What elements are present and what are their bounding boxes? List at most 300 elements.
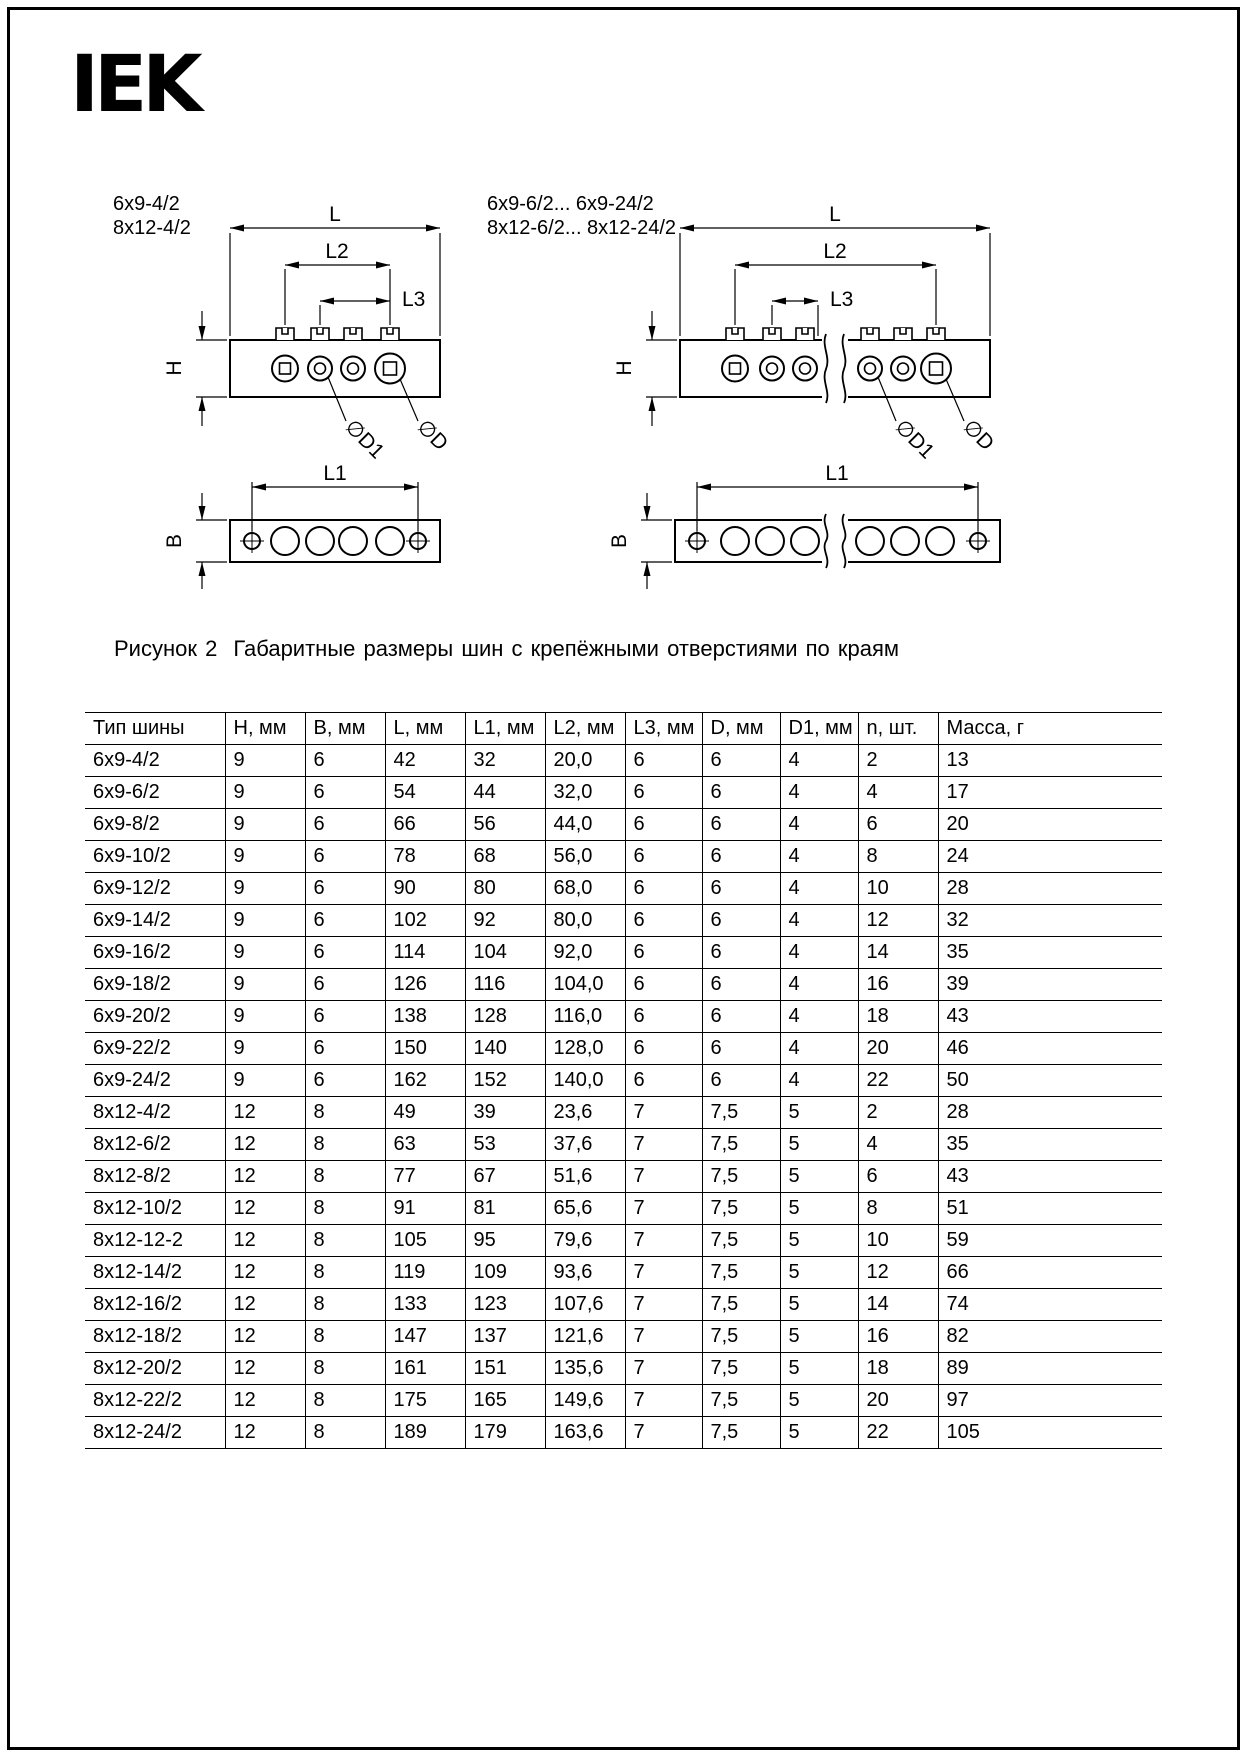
table-cell: 43: [938, 1001, 1162, 1033]
table-cell: 6: [702, 1065, 780, 1097]
dim-label-L: L: [329, 203, 341, 226]
dim-label-D1: ∅D1: [890, 415, 939, 464]
table-header-cell: L2, мм: [545, 713, 625, 745]
table-cell: 49: [385, 1097, 465, 1129]
table-cell: 12: [225, 1193, 305, 1225]
table-cell: 4: [780, 1001, 858, 1033]
table-cell: 12: [225, 1353, 305, 1385]
table-cell: 39: [465, 1097, 545, 1129]
table-cell: 5: [780, 1385, 858, 1417]
drawing-right-type-line2: 8x12-6/2... 8x12-24/2: [487, 217, 677, 239]
table-cell: 93,6: [545, 1257, 625, 1289]
table-cell: 79,6: [545, 1225, 625, 1257]
table-cell: 12: [225, 1225, 305, 1257]
table-cell: 6: [625, 969, 702, 1001]
table-cell: 8: [305, 1161, 385, 1193]
table-cell: 67: [465, 1161, 545, 1193]
dim-label-L3: L3: [830, 288, 854, 311]
table-cell: 17: [938, 777, 1162, 809]
table-cell: 10: [858, 873, 938, 905]
table-cell: 66: [938, 1257, 1162, 1289]
table-cell: 5: [780, 1129, 858, 1161]
table-row: [85, 1001, 1162, 1033]
figure-caption: [114, 636, 899, 662]
iek-logo: IEK: [70, 40, 198, 130]
table-cell: 4: [780, 841, 858, 873]
table-cell: 8x12-14/2: [85, 1257, 225, 1289]
table-cell: 8x12-4/2: [85, 1097, 225, 1129]
table-cell: 14: [858, 937, 938, 969]
table-cell: 128,0: [545, 1033, 625, 1065]
table-row: [85, 1033, 1162, 1065]
table-row: [85, 1417, 1162, 1449]
table-cell: 6: [625, 809, 702, 841]
table-cell: 43: [938, 1161, 1162, 1193]
table-cell: 7: [625, 1161, 702, 1193]
table-cell: 104,0: [545, 969, 625, 1001]
table-cell: 8x12-24/2: [85, 1417, 225, 1449]
table-cell: 23,6: [545, 1097, 625, 1129]
table-cell: 46: [938, 1033, 1162, 1065]
table-cell: 105: [938, 1417, 1162, 1449]
table-cell: 89: [938, 1353, 1162, 1385]
dim-label-L2: L2: [823, 240, 847, 263]
table-cell: 163,6: [545, 1417, 625, 1449]
table-cell: 50: [938, 1065, 1162, 1097]
table-row: [85, 1129, 1162, 1161]
table-cell: 8x12-12-2: [85, 1225, 225, 1257]
table-header-cell: L1, мм: [465, 713, 545, 745]
table-cell: 109: [465, 1257, 545, 1289]
table-cell: 9: [225, 905, 305, 937]
table-cell: 6: [305, 905, 385, 937]
table-cell: 4: [858, 777, 938, 809]
table-body: [85, 745, 1162, 1449]
table-cell: 9: [225, 937, 305, 969]
table-cell: 7: [625, 1321, 702, 1353]
table-cell: 5: [780, 1353, 858, 1385]
table-cell: 7,5: [702, 1321, 780, 1353]
table-cell: 7: [625, 1193, 702, 1225]
table-cell: 7: [625, 1289, 702, 1321]
table-cell: 161: [385, 1353, 465, 1385]
table-cell: 4: [780, 1033, 858, 1065]
table-cell: 6x9-10/2: [85, 841, 225, 873]
table-header-cell: Тип шины: [85, 713, 225, 745]
table-cell: 82: [938, 1321, 1162, 1353]
table-cell: 8x12-8/2: [85, 1161, 225, 1193]
table-cell: 35: [938, 937, 1162, 969]
table-cell: 4: [858, 1129, 938, 1161]
table-cell: 133: [385, 1289, 465, 1321]
figure-caption-label: Рисунок 2: [114, 636, 218, 661]
table-cell: 37,6: [545, 1129, 625, 1161]
table-cell: 6: [305, 873, 385, 905]
table-cell: 7,5: [702, 1193, 780, 1225]
table-cell: 2: [858, 745, 938, 777]
table-cell: 44,0: [545, 809, 625, 841]
table-cell: 6: [305, 969, 385, 1001]
table-cell: 28: [938, 1097, 1162, 1129]
table-cell: 32,0: [545, 777, 625, 809]
table-cell: 6x9-12/2: [85, 873, 225, 905]
table-cell: 6: [305, 1065, 385, 1097]
table-cell: 7,5: [702, 1161, 780, 1193]
table-cell: 12: [225, 1129, 305, 1161]
table-row: [85, 1353, 1162, 1385]
dim-label-H: H: [163, 360, 186, 376]
table-cell: 6: [858, 809, 938, 841]
table-cell: 150: [385, 1033, 465, 1065]
table-cell: 6: [702, 745, 780, 777]
table-header-cell: D1, мм: [780, 713, 858, 745]
table-cell: 6: [625, 905, 702, 937]
table-cell: 128: [465, 1001, 545, 1033]
table-cell: 5: [780, 1161, 858, 1193]
table-cell: 165: [465, 1385, 545, 1417]
table-cell: 140,0: [545, 1065, 625, 1097]
table-cell: 8x12-10/2: [85, 1193, 225, 1225]
table-header-cell: Масса, г: [938, 713, 1162, 745]
table-cell: 63: [385, 1129, 465, 1161]
table-cell: 28: [938, 873, 1162, 905]
table-cell: 12: [858, 905, 938, 937]
table-cell: 6x9-22/2: [85, 1033, 225, 1065]
table-cell: 6: [702, 777, 780, 809]
table-cell: 5: [780, 1289, 858, 1321]
table-cell: 6x9-4/2: [85, 745, 225, 777]
table-cell: 6: [702, 841, 780, 873]
table-cell: 8: [305, 1257, 385, 1289]
table-cell: 6: [702, 905, 780, 937]
table-cell: 8x12-22/2: [85, 1385, 225, 1417]
table-cell: 105: [385, 1225, 465, 1257]
dim-label-L1: L1: [323, 462, 347, 485]
table-cell: 4: [780, 937, 858, 969]
table-header-cell: H, мм: [225, 713, 305, 745]
table-cell: 16: [858, 1321, 938, 1353]
dim-label-D1: ∅D1: [340, 415, 389, 464]
table-cell: 138: [385, 1001, 465, 1033]
table-cell: 7: [625, 1257, 702, 1289]
table-cell: 6x9-6/2: [85, 777, 225, 809]
table-cell: 7: [625, 1225, 702, 1257]
table-cell: 68,0: [545, 873, 625, 905]
table-cell: 116,0: [545, 1001, 625, 1033]
table-cell: 9: [225, 745, 305, 777]
table-cell: 123: [465, 1289, 545, 1321]
table-cell: 54: [385, 777, 465, 809]
table-cell: 119: [385, 1257, 465, 1289]
table-cell: 5: [780, 1225, 858, 1257]
table-cell: 51: [938, 1193, 1162, 1225]
table-cell: 5: [780, 1097, 858, 1129]
table-cell: 20,0: [545, 745, 625, 777]
table-cell: 140: [465, 1033, 545, 1065]
table-cell: 9: [225, 841, 305, 873]
table-cell: 8: [305, 1225, 385, 1257]
table-cell: 12: [225, 1417, 305, 1449]
table-cell: 22: [858, 1417, 938, 1449]
table-cell: 9: [225, 1065, 305, 1097]
table-cell: 16: [858, 969, 938, 1001]
table-cell: 5: [780, 1417, 858, 1449]
table-cell: 51,6: [545, 1161, 625, 1193]
table-cell: 8: [305, 1289, 385, 1321]
table-cell: 6: [702, 937, 780, 969]
table-cell: 6x9-14/2: [85, 905, 225, 937]
table-header-cell: D, мм: [702, 713, 780, 745]
table-cell: 56,0: [545, 841, 625, 873]
table-row: [85, 937, 1162, 969]
drawing-left-bus: [80, 185, 480, 615]
table-cell: 7,5: [702, 1129, 780, 1161]
table-cell: 4: [780, 969, 858, 1001]
dim-label-L1: L1: [825, 462, 849, 485]
table-cell: 8x12-18/2: [85, 1321, 225, 1353]
table-cell: 9: [225, 777, 305, 809]
table-cell: 7: [625, 1417, 702, 1449]
table-cell: 6: [305, 937, 385, 969]
table-cell: 8x12-6/2: [85, 1129, 225, 1161]
table-cell: 6: [702, 969, 780, 1001]
drawing-left-type-line2: 8x12-4/2: [113, 217, 191, 239]
dimensions-table: [85, 712, 1162, 1449]
figure-caption-text: Габаритные размеры шин с крепёжными отверстиями по краям: [233, 636, 900, 661]
table-cell: 107,6: [545, 1289, 625, 1321]
table-cell: 35: [938, 1129, 1162, 1161]
table-row: [85, 1193, 1162, 1225]
table-cell: 6: [305, 841, 385, 873]
table-cell: 179: [465, 1417, 545, 1449]
table-cell: 135,6: [545, 1353, 625, 1385]
table-header-row: [85, 713, 1162, 745]
table-cell: 66: [385, 809, 465, 841]
table-cell: 149,6: [545, 1385, 625, 1417]
drawing-right-bus: [470, 185, 1050, 615]
table-cell: 114: [385, 937, 465, 969]
table-cell: 12: [225, 1097, 305, 1129]
table-cell: 8: [858, 841, 938, 873]
dim-label-L3: L3: [402, 288, 426, 311]
table-row: [85, 969, 1162, 1001]
table-cell: 6: [625, 1001, 702, 1033]
table-cell: 6: [702, 1001, 780, 1033]
table-cell: 6: [305, 1033, 385, 1065]
table-cell: 92: [465, 905, 545, 937]
table-cell: 24: [938, 841, 1162, 873]
table-cell: 7: [625, 1129, 702, 1161]
table-cell: 20: [858, 1385, 938, 1417]
table-cell: 6: [702, 809, 780, 841]
table-cell: 92,0: [545, 937, 625, 969]
table-cell: 8: [305, 1097, 385, 1129]
table-row: [85, 809, 1162, 841]
table-cell: 81: [465, 1193, 545, 1225]
table-cell: 6x9-20/2: [85, 1001, 225, 1033]
table-row: [85, 777, 1162, 809]
table-cell: 8: [305, 1129, 385, 1161]
table-cell: 137: [465, 1321, 545, 1353]
table-cell: 12: [225, 1257, 305, 1289]
table-cell: 39: [938, 969, 1162, 1001]
table-cell: 147: [385, 1321, 465, 1353]
table-cell: 6: [305, 777, 385, 809]
dim-label-L: L: [829, 203, 841, 226]
table-cell: 9: [225, 1001, 305, 1033]
table-cell: 4: [780, 873, 858, 905]
table-cell: 4: [780, 905, 858, 937]
table-cell: 9: [225, 1033, 305, 1065]
table-cell: 7,5: [702, 1097, 780, 1129]
table-cell: 53: [465, 1129, 545, 1161]
table-cell: 6x9-16/2: [85, 937, 225, 969]
table-cell: 121,6: [545, 1321, 625, 1353]
table-cell: 42: [385, 745, 465, 777]
table-cell: 7: [625, 1097, 702, 1129]
table-cell: 6: [305, 1001, 385, 1033]
table-row: [85, 1161, 1162, 1193]
table-cell: 20: [858, 1033, 938, 1065]
table-cell: 8: [858, 1193, 938, 1225]
table-header-cell: n, шт.: [858, 713, 938, 745]
table-cell: 14: [858, 1289, 938, 1321]
table-row: [85, 1385, 1162, 1417]
table-cell: 22: [858, 1065, 938, 1097]
table-cell: 7,5: [702, 1385, 780, 1417]
dim-label-D: ∅D: [412, 415, 453, 456]
table-cell: 13: [938, 745, 1162, 777]
table-cell: 6: [702, 873, 780, 905]
table-cell: 7: [625, 1385, 702, 1417]
table-cell: 18: [858, 1353, 938, 1385]
table-cell: 6x9-8/2: [85, 809, 225, 841]
bus-bottom-view: [230, 520, 440, 562]
drawing-right-type-line1: 6x9-6/2... 6x9-24/2: [487, 193, 654, 215]
table-cell: 6: [625, 937, 702, 969]
table-cell: 12: [225, 1385, 305, 1417]
table-cell: 7,5: [702, 1225, 780, 1257]
table-header-cell: B, мм: [305, 713, 385, 745]
table-cell: 5: [780, 1257, 858, 1289]
table-row: [85, 841, 1162, 873]
table-row: [85, 1065, 1162, 1097]
table-cell: 8: [305, 1193, 385, 1225]
table-cell: 6: [625, 745, 702, 777]
table-cell: 6: [702, 1033, 780, 1065]
table-row: [85, 1321, 1162, 1353]
table-header-cell: L, мм: [385, 713, 465, 745]
table-cell: 6: [625, 841, 702, 873]
table-cell: 6: [625, 1065, 702, 1097]
table-cell: 18: [858, 1001, 938, 1033]
table-cell: 7,5: [702, 1417, 780, 1449]
table-cell: 175: [385, 1385, 465, 1417]
table-cell: 97: [938, 1385, 1162, 1417]
table-cell: 12: [225, 1289, 305, 1321]
dim-label-H: H: [613, 360, 636, 376]
table-cell: 151: [465, 1353, 545, 1385]
table-cell: 77: [385, 1161, 465, 1193]
table-cell: 6: [858, 1161, 938, 1193]
table-header-cell: L3, мм: [625, 713, 702, 745]
table-cell: 8: [305, 1321, 385, 1353]
table-cell: 80,0: [545, 905, 625, 937]
table-cell: 6: [305, 745, 385, 777]
table-cell: 80: [465, 873, 545, 905]
table-cell: 91: [385, 1193, 465, 1225]
table-cell: 152: [465, 1065, 545, 1097]
table-cell: 8x12-20/2: [85, 1353, 225, 1385]
table-cell: 6: [305, 809, 385, 841]
table-cell: 10: [858, 1225, 938, 1257]
table-cell: 6: [625, 873, 702, 905]
table-cell: 9: [225, 969, 305, 1001]
table-cell: 7,5: [702, 1289, 780, 1321]
table-cell: 78: [385, 841, 465, 873]
table-row: [85, 1289, 1162, 1321]
table-cell: 6: [625, 1033, 702, 1065]
table-cell: 59: [938, 1225, 1162, 1257]
table-cell: 56: [465, 809, 545, 841]
table-cell: 8x12-16/2: [85, 1289, 225, 1321]
table-cell: 65,6: [545, 1193, 625, 1225]
table-row: [85, 873, 1162, 905]
table-cell: 116: [465, 969, 545, 1001]
table-cell: 4: [780, 745, 858, 777]
table-cell: 95: [465, 1225, 545, 1257]
table-cell: 68: [465, 841, 545, 873]
table-cell: 9: [225, 809, 305, 841]
dim-label-L2: L2: [325, 240, 349, 263]
table-row: [85, 745, 1162, 777]
table-cell: 126: [385, 969, 465, 1001]
table-cell: 2: [858, 1097, 938, 1129]
table-cell: 5: [780, 1321, 858, 1353]
table-row: [85, 1257, 1162, 1289]
table-cell: 44: [465, 777, 545, 809]
table-cell: 32: [938, 905, 1162, 937]
table-cell: 6x9-24/2: [85, 1065, 225, 1097]
table-cell: 102: [385, 905, 465, 937]
table-cell: 12: [225, 1161, 305, 1193]
table-cell: 7,5: [702, 1257, 780, 1289]
table-cell: 162: [385, 1065, 465, 1097]
table-row: [85, 1097, 1162, 1129]
table-cell: 7,5: [702, 1353, 780, 1385]
table-cell: 7: [625, 1353, 702, 1385]
table-cell: 4: [780, 777, 858, 809]
table-cell: 20: [938, 809, 1162, 841]
table-cell: 12: [225, 1321, 305, 1353]
table-cell: 8: [305, 1385, 385, 1417]
table-cell: 90: [385, 873, 465, 905]
dim-label-B: B: [163, 533, 186, 549]
table-cell: 12: [858, 1257, 938, 1289]
bus-side-view: [230, 328, 440, 397]
table-row: [85, 1225, 1162, 1257]
dim-label-B: B: [608, 533, 631, 549]
table-cell: 74: [938, 1289, 1162, 1321]
table-cell: 6x9-18/2: [85, 969, 225, 1001]
table-cell: 5: [780, 1193, 858, 1225]
table-cell: 9: [225, 873, 305, 905]
dim-label-D: ∅D: [958, 415, 999, 456]
drawing-left-type-line1: 6x9-4/2: [113, 193, 180, 215]
table-cell: 189: [385, 1417, 465, 1449]
table-cell: 4: [780, 809, 858, 841]
table-cell: 4: [780, 1065, 858, 1097]
